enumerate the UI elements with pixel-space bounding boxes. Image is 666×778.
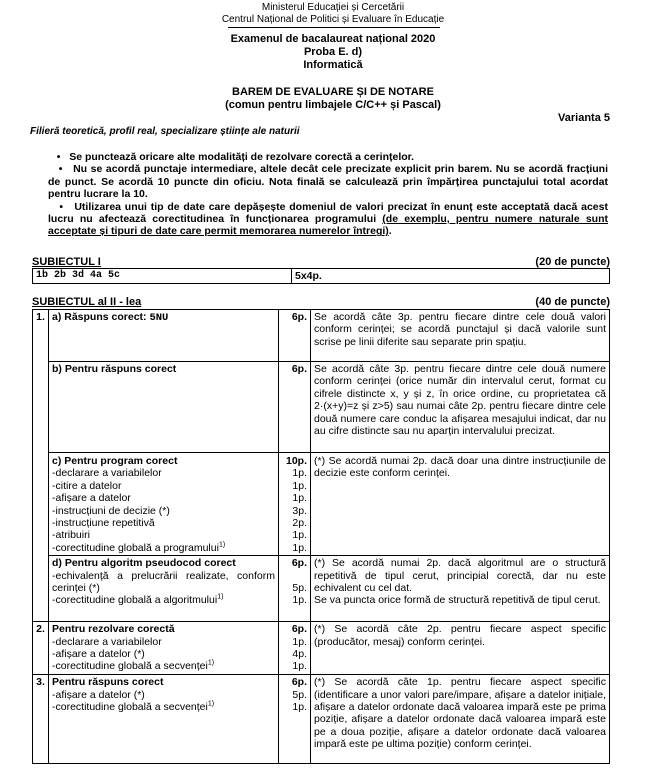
q3-label: Pentru răspuns corect xyxy=(52,676,164,689)
s1-title: SUBIECTUL I xyxy=(32,256,101,268)
q3-item: -corectitudine globală a secvenței$^{1)}$ xyxy=(52,700,215,714)
track-label: Filieră teoretică, profil real, specializare științe ale naturii xyxy=(30,126,300,137)
q1-number: 1. xyxy=(33,310,49,622)
q1a-comment: Se acordă câte 3p. pentru fiecare dintre cele două valori conform cerinței; se acordă punctajul și dacă valorile sunt scrise pe linii diferite sau separate prin spațiu. xyxy=(311,310,610,362)
languages-note: (comun pentru limbajele C/C++ și Pascal) xyxy=(225,99,441,111)
q1b-comment: Se acordă câte 3p. pentru fiecare dintre cele două numere conform cerinței (orice număr din intervalul cerut, format cu cifrele distincte x, y și z, în orice ordine, cu proprietatea că 2·(x+y)=z și z>5) sau numai câte 2p. pentru fiecare dintre cele două numere care conduc la afișarea mesajului indicat, dar nu au cifre distincte sau nu aparțin intervalului precizat. xyxy=(311,362,610,453)
q1d-item: -echivalență a prelucrării realizate, conform cerinței (*) xyxy=(52,569,275,595)
q1c-item: -corectitudine globală a programului$^{1)}$ xyxy=(52,541,226,554)
q1d-label: d) Pentru algoritm pseudocod corect xyxy=(52,557,236,570)
q2-item: -corectitudine globală a secvenței$^{1)}$ xyxy=(52,659,215,673)
grading-rules xyxy=(48,151,608,238)
q1d-row xyxy=(33,556,610,622)
q3-points: 6p. 5p. 1p. xyxy=(279,675,311,764)
q2-items xyxy=(49,622,279,675)
q1c-item: -declarare a variabilelor xyxy=(52,467,162,480)
s2-table xyxy=(32,309,610,764)
s2-title: SUBIECTUL al II - lea xyxy=(32,296,142,308)
exam-proba: Proba E. d) xyxy=(303,46,363,58)
q3-item: -afișare a datelor (*) xyxy=(52,688,145,701)
q1b-points: 6p. xyxy=(279,362,311,453)
q1c-item: -instrucțiune repetitivă xyxy=(52,517,155,530)
q2-item: -afișare a datelor (*) xyxy=(52,648,145,661)
s2-points: (40 de puncte) xyxy=(535,296,610,308)
q1c-item: -instrucțiuni de decizie (*) xyxy=(52,504,170,517)
variant-label: Varianta 5 xyxy=(558,112,610,124)
q3-items xyxy=(49,675,279,764)
q1c-points: 10p. 1p. 1p. 1p. 3p. 2p. 1p. 1p. xyxy=(279,453,311,556)
s1-score: 5x4p. xyxy=(292,269,610,284)
q2-number: 2. xyxy=(33,622,49,675)
rule-3: • Utilizarea unui tip de date care depășește domeniul de valori precizat în enunț este acceptată dacă acest lucru nu afectează corectitudinea în funcționarea programului (de exemplu, pentru numere naturale sunt acceptate și tipuri de date care permit memorarea numerelor întregi). xyxy=(48,200,608,238)
rule-2: • Nu se acordă punctaje intermediare, altele decât cele precizate explicit prin barem. Nu se acordă fracțiuni de punct. Se acordă 10 puncte din oficiu. Nota finală se calculează prin împărțirea punctajului total acordat pentru lucrare la 10. xyxy=(48,163,608,201)
rule-1: • Se punctează oricare alte modalități de rezolvare corectă a cerințelor. xyxy=(48,151,415,163)
q1c-item: -afișare a datelor xyxy=(52,492,131,505)
q2-points: 6p. 1p. 4p. 1p. xyxy=(279,622,311,675)
q2-label: Pentru rezolvare corectă xyxy=(52,623,175,636)
q1a-label: a) Răspuns corect: 5NU xyxy=(49,310,279,362)
q1c-comment: (*) Se acordă numai 2p. dacă doar una dintre instrucțiunile de decizie este conform cerinței. xyxy=(311,453,610,556)
q1c-row xyxy=(33,453,610,556)
q1d-item: -corectitudine globală a algoritmului$^{1)}$ xyxy=(52,593,224,607)
exam-title: Examenul de bacalaureat național 2020 xyxy=(230,33,436,45)
barem-title: BAREM DE EVALUARE ȘI DE NOTARE xyxy=(232,86,434,98)
q1a-points: 6p. xyxy=(279,310,311,362)
exam-subject: Informatică xyxy=(303,59,363,71)
q1b-label: b) Pentru răspuns corect xyxy=(49,362,279,453)
q1a-row xyxy=(33,310,610,362)
ministry-header: Ministerul Educației și Cercetării xyxy=(261,2,405,13)
q2-comment: (*) Se acordă câte 2p. pentru fiecare aspect specific (producător, mesaj) conform cerinței. xyxy=(311,622,610,675)
header-underline xyxy=(228,27,440,28)
s1-table xyxy=(32,268,610,284)
q1d-comment: (*) Se acordă numai 2p. dacă algoritmul are o structură repetitivă de tipul cerut, principial corectă, dar nu este echivalent cu cel dat. Se va puncta orice formă de structură repetitivă de tipul cerut. xyxy=(311,556,610,622)
q3-comment: (*) Se acordă câte 1p. pentru fiecare aspect specific (identificare a unor valori pare/impare, afișare a datelor inițiale, afișare a datelor ordonate dacă valoarea impară este pe prima poziție, afișare a datelor ordonate dacă valoarea impară este pe a doua poziție, afișare a datelor ordonate dacă valoarea impară este pe ultima poziție) conform cerinței. xyxy=(311,675,610,764)
q1b-row xyxy=(33,362,610,453)
s1-answers: 1b 2b 3d 4a 5c xyxy=(33,269,292,284)
q2-row xyxy=(33,622,610,675)
q3-row xyxy=(33,675,610,764)
q2-item: -declarare a variabilelor xyxy=(52,635,162,648)
q1d-items xyxy=(49,556,279,622)
q1c-label: c) Pentru program corect xyxy=(52,455,178,467)
q1c-items xyxy=(49,453,279,556)
q1d-points: 6p. 5p. 1p. xyxy=(279,556,311,622)
q3-number: 3. xyxy=(33,675,49,764)
q1c-item: -citire a datelor xyxy=(52,479,122,492)
q1c-item: -atribuiri xyxy=(52,529,90,542)
s1-points: (20 de puncte) xyxy=(535,256,610,268)
center-header: Centrul Național de Politici și Evaluare în Educație xyxy=(221,14,445,25)
